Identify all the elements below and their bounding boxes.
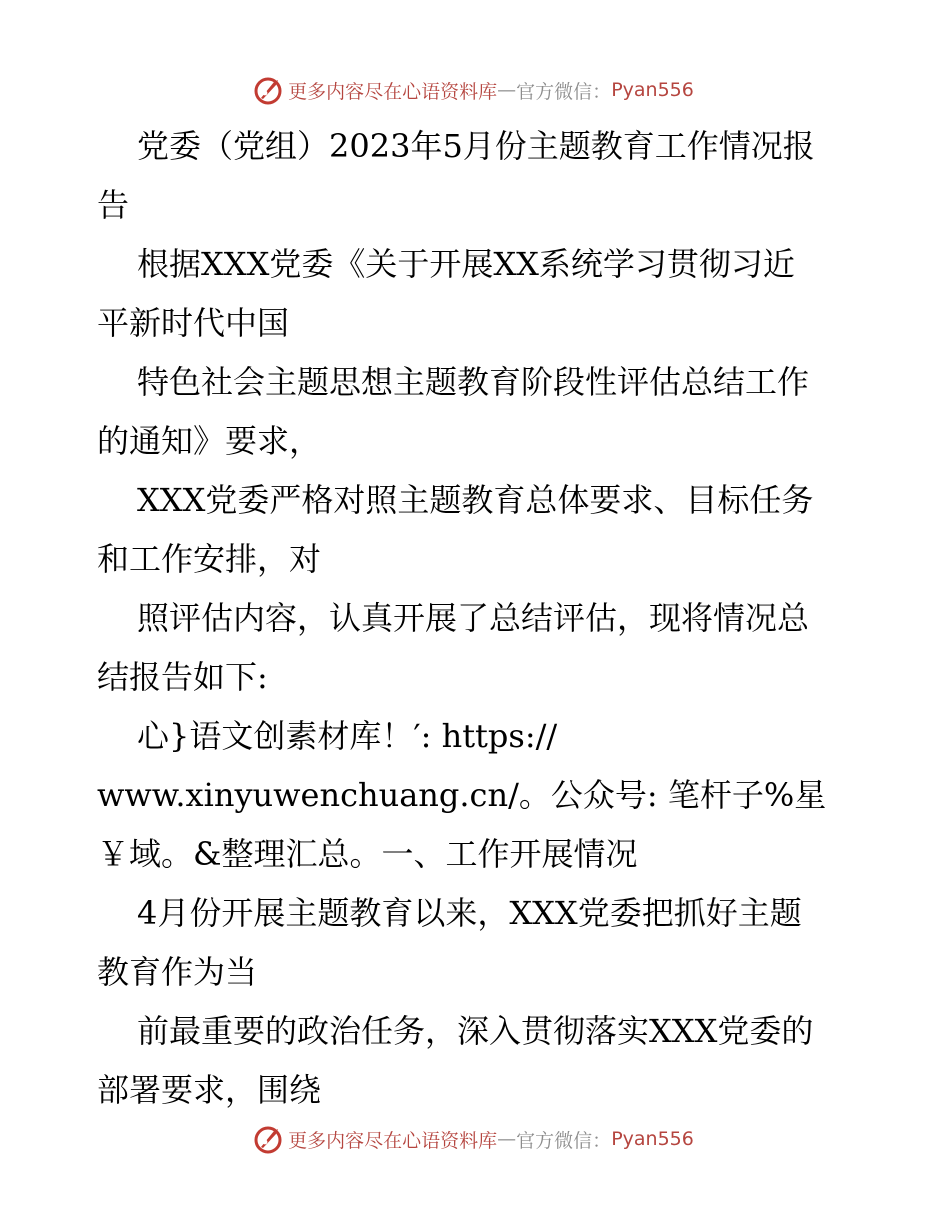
paragraph bbox=[97, 353, 877, 471]
quill-logo-icon bbox=[252, 1123, 284, 1155]
paragraph bbox=[97, 471, 877, 589]
paragraph bbox=[97, 707, 877, 884]
text-line: www.xinyuwenchuang.cn/。公众号: 笔杆子%星 bbox=[97, 776, 827, 814]
paragraph bbox=[97, 235, 877, 353]
text-line: 告 bbox=[97, 186, 130, 224]
text-line: 特色社会主题思想主题教育阶段性评估总结工作 bbox=[137, 363, 810, 401]
document-body bbox=[97, 117, 877, 1120]
paragraph bbox=[97, 1002, 877, 1120]
paragraph bbox=[97, 884, 877, 1002]
text-line: ￥域。&整理汇总。一、工作开展情况 bbox=[97, 835, 638, 873]
footer-watermark-banner bbox=[0, 1119, 950, 1159]
text-line: 4月份开展主题教育以来，XXX党委把抓好主题 bbox=[137, 894, 802, 932]
banner-wechat-label: 官方微信： bbox=[516, 80, 612, 103]
text-line: 的通知》要求， bbox=[97, 422, 322, 460]
text-line: 心}语文创素材库！′: https:// bbox=[137, 717, 558, 755]
document-title bbox=[97, 117, 877, 235]
banner-wechat-id: Pyan556 bbox=[611, 79, 694, 101]
text-line: 和工作安排，对 bbox=[97, 540, 322, 578]
banner-separator: — bbox=[497, 79, 517, 101]
text-line: 前最重要的政治任务，深入贯彻落实XXX党委的 bbox=[137, 1012, 814, 1050]
text-line: 照评估内容，认真开展了总结评估，现将情况总 bbox=[137, 599, 810, 637]
text-line: XXX党委严格对照主题教育总体要求、目标任务 bbox=[137, 481, 814, 519]
quill-logo-icon bbox=[252, 74, 284, 106]
text-line: 结报告如下: bbox=[97, 658, 268, 696]
banner-text: 更多内容尽在心语资料库 bbox=[288, 80, 498, 103]
header-watermark-banner bbox=[0, 70, 950, 110]
text-line: 党委（党组）2023年5月份主题教育工作情况报 bbox=[137, 127, 815, 165]
banner-separator: — bbox=[497, 1128, 517, 1150]
text-line: 平新时代中国 bbox=[97, 304, 290, 342]
text-line: 教育作为当 bbox=[97, 953, 258, 991]
paragraph bbox=[97, 589, 877, 707]
banner-wechat-label: 官方微信： bbox=[516, 1129, 612, 1152]
banner-wechat-id: Pyan556 bbox=[611, 1128, 694, 1150]
banner-text: 更多内容尽在心语资料库 bbox=[288, 1129, 498, 1152]
text-line: 部署要求，围绕 bbox=[97, 1071, 322, 1109]
text-line: 根据XXX党委《关于开展XX系统学习贯彻习近 bbox=[137, 245, 795, 283]
